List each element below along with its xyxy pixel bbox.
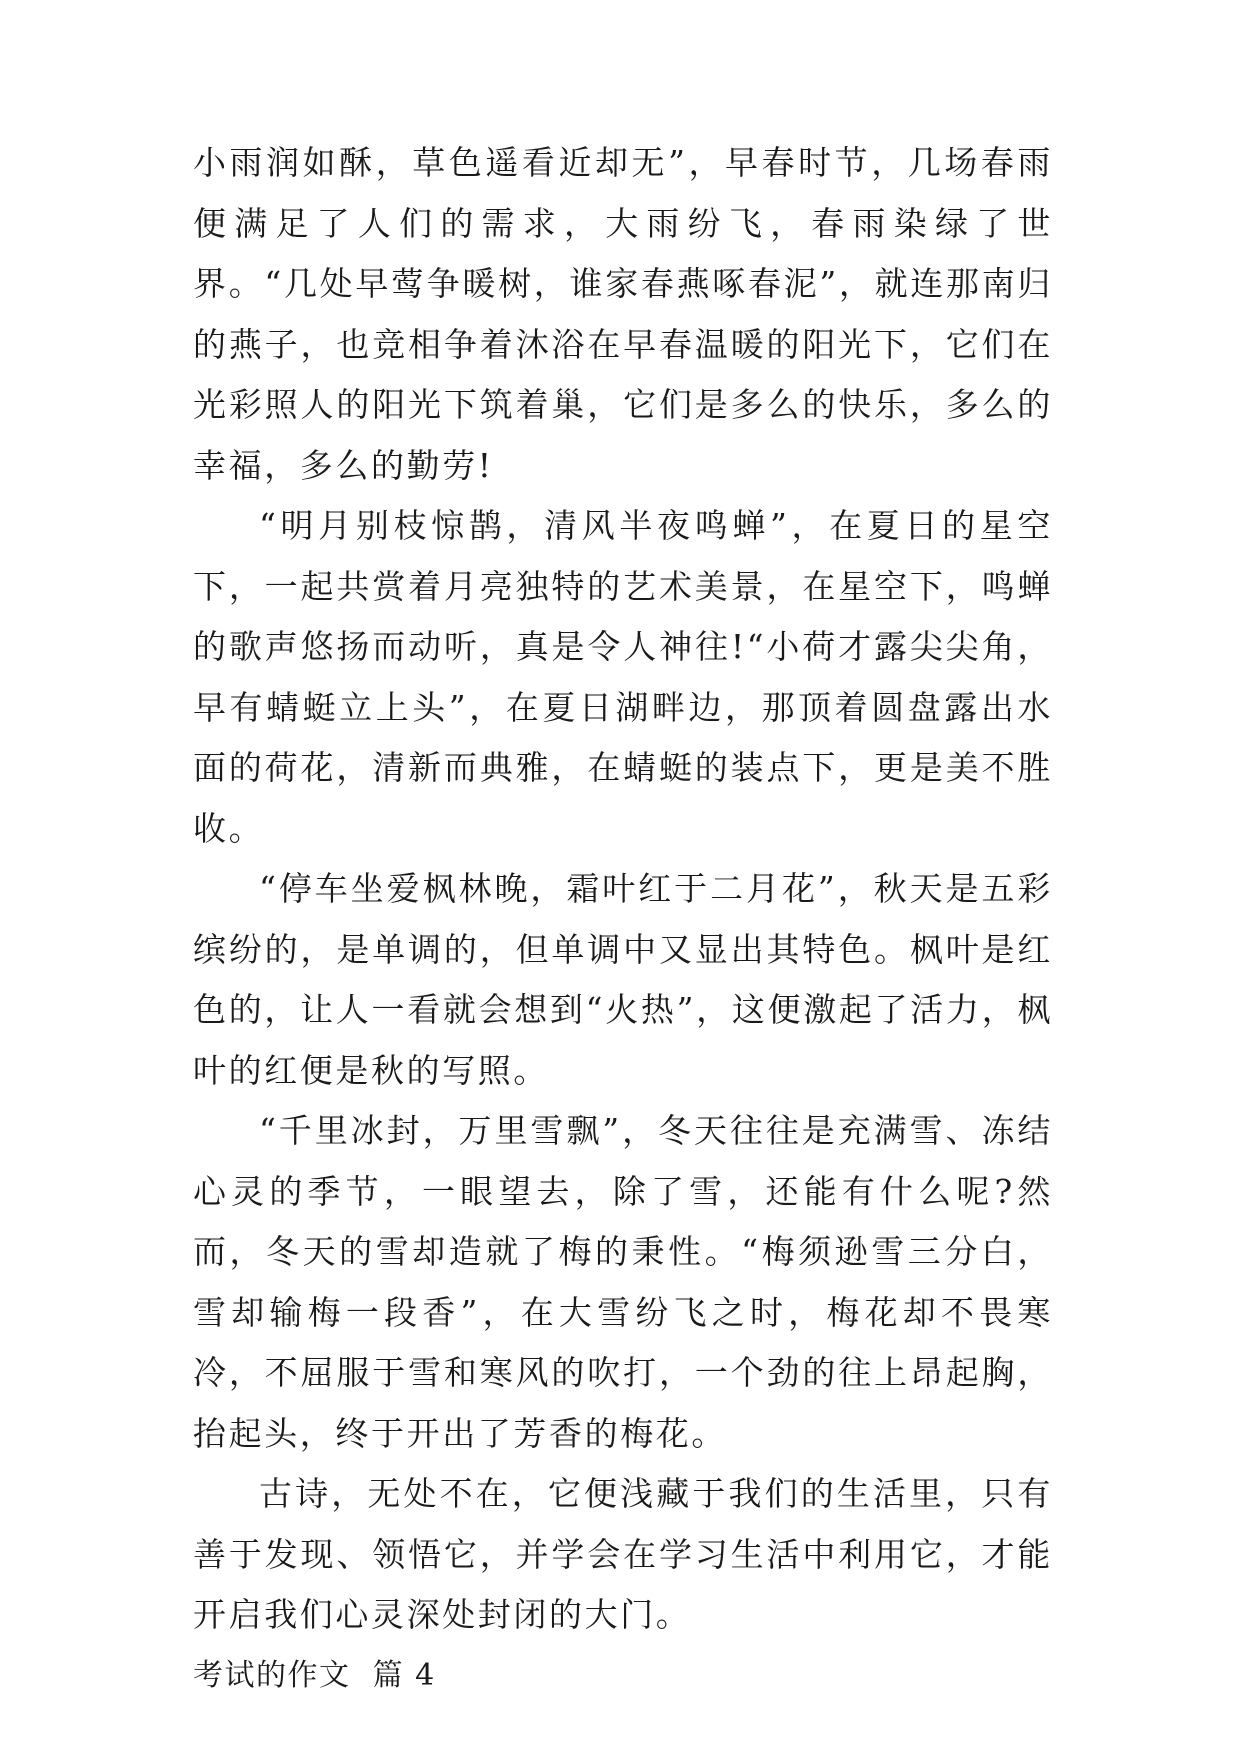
section-heading: 考试的作文 篇 4	[193, 1657, 436, 1693]
essay-body	[193, 133, 1053, 1706]
paragraph-spring: 小雨润如酥，草色遥看近却无”，早春时节，几场春雨便满足了人们的需求，大雨纷飞，春雨染绿了世界。“几处早莺争暖树，谁家春燕啄春泥”，就连那南归的燕子，也竞相争着沐浴在早春温暖的阳光下，它们在光彩照人的阳光下筑着巢，它们是多么的快乐，多么的幸福，多么的勤劳!	[193, 143, 1053, 485]
paragraph-autumn: “停车坐爱枫林晚，霜叶红于二月花”，秋天是五彩缤纷的，是单调的，但单调中又显出其特色。枫叶是红色的，让人一看就会想到“火热”，这便激起了活力，枫叶的红便是秋的写照。	[193, 869, 1053, 1090]
paragraph-summer: “明月别枝惊鹊，清风半夜鸣蝉”，在夏日的星空下，一起共赏着月亮独特的艺术美景，在星空下，鸣蝉的歌声悠扬而动听，真是令人神往!“小荷才露尖尖角，早有蜻蜓立上头”，在夏日湖畔边，那顶着圆盘露出水面的荷花，清新而典雅，在蜻蜓的装点下，更是美不胜收。	[193, 506, 1053, 848]
paragraph-winter: “千里冰封，万里雪飘”，冬天往往是充满雪、冻结心灵的季节，一眼望去，除了雪，还能有什么呢?然而，冬天的雪却造就了梅的秉性。“梅须逊雪三分白，雪却输梅一段香”，在大雪纷飞之时，梅花却不畏寒冷，不屈服于雪和寒风的吹打，一个劲的往上昂起胸，抬起头，终于开出了芳香的梅花。	[193, 1111, 1053, 1453]
paragraph-conclusion: 古诗，无处不在，它便浅藏于我们的生活里，只有善于发现、领悟它，并学会在学习生活中利用它，才能开启我们心灵深处封闭的大门。	[193, 1474, 1053, 1634]
